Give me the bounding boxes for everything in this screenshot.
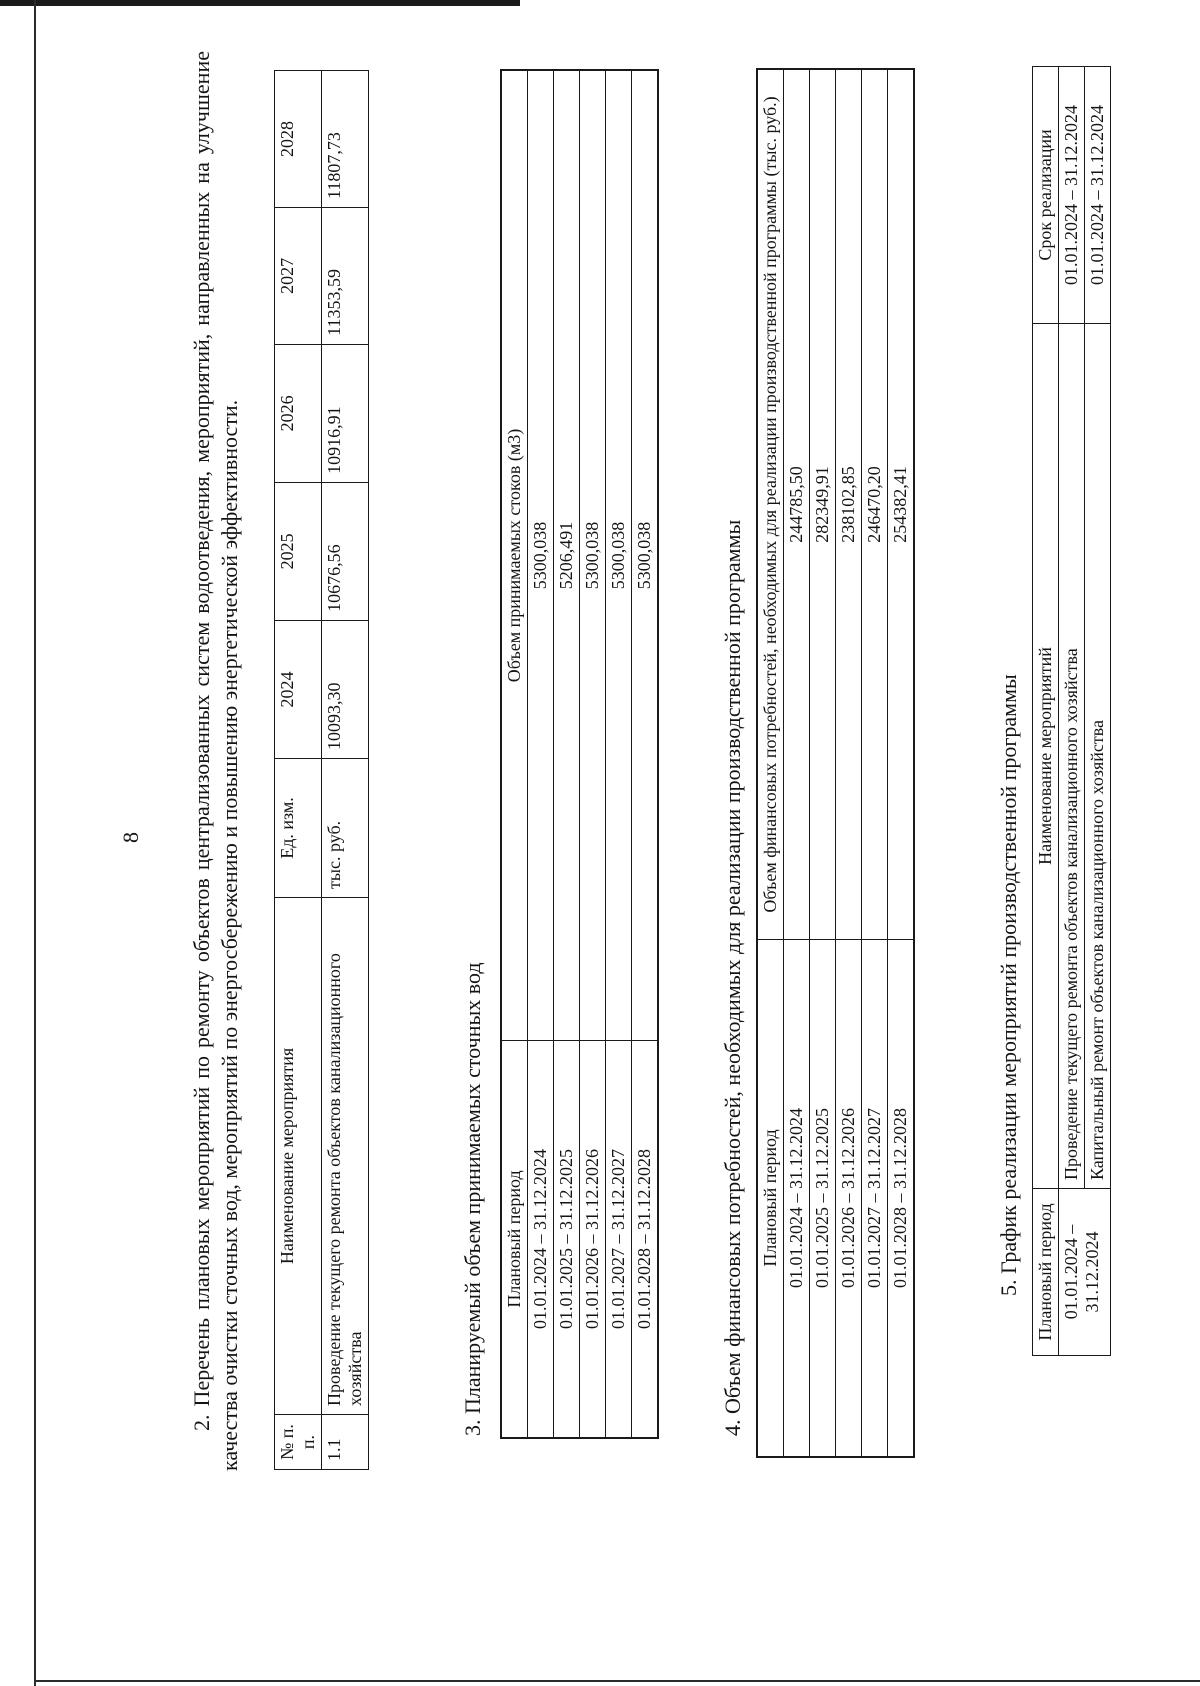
header-number: № п. п. — [275, 1415, 322, 1470]
header-deadline: Срок реализации — [1033, 67, 1059, 324]
cell-volume: 5300,038 — [632, 70, 659, 1041]
cell-financial-volume: 246470,20 — [862, 69, 888, 940]
header-2024: 2024 — [275, 620, 322, 758]
section-4-title: 4. Объем финансовых потребностей, необходимых для реализации производственной программы — [720, 519, 745, 1436]
table-row — [888, 69, 915, 1457]
cell-period: 01.01.2026 – 31.12.2026 — [836, 940, 862, 1458]
cell-period: 01.01.2024 – 31.12.2024 — [1059, 1189, 1111, 1356]
table-row — [606, 70, 632, 1438]
header-2025: 2025 — [275, 482, 322, 620]
cell-period: 01.01.2027 – 31.12.2027 — [606, 1041, 632, 1439]
table-header-row — [501, 70, 528, 1438]
cell-volume: 5206,491 — [554, 70, 580, 1041]
section-5-table — [1032, 66, 1111, 1356]
table-row — [632, 70, 659, 1438]
cell-2027: 11353,59 — [322, 207, 369, 344]
table-row — [810, 69, 836, 1457]
cell-unit: тыс. руб. — [322, 758, 369, 897]
cell-deadline: 01.01.2024 – 31.12.2024 — [1059, 67, 1085, 324]
header-period: Плановый период — [501, 1041, 528, 1439]
table-row — [784, 69, 810, 1457]
table-row — [1059, 67, 1085, 1356]
table-header-row — [275, 71, 322, 1470]
cell-period: 01.01.2024 – 31.12.2024 — [528, 1041, 554, 1439]
header-2027: 2027 — [275, 207, 322, 344]
table-row — [528, 70, 554, 1438]
cell-financial-volume: 244785,50 — [784, 69, 810, 940]
cell-2026: 10916,91 — [322, 344, 369, 482]
table-row — [862, 69, 888, 1457]
table-row — [322, 71, 369, 1470]
cell-volume: 5300,038 — [528, 70, 554, 1041]
header-volume: Объем принимаемых стоков (м3) — [501, 70, 528, 1041]
cell-measure-name: Проведение текущего ремонта объектов канализационного хозяйства — [1059, 324, 1085, 1189]
table-header-row — [1033, 67, 1059, 1356]
section-4-table — [756, 68, 915, 1458]
cell-period: 01.01.2027 – 31.12.2027 — [862, 940, 888, 1458]
header-financial-volume: Объем финансовых потребностей, необходимых для реализации производственной программы (тыс. руб.) — [757, 69, 784, 940]
cell-financial-volume: 254382,41 — [888, 69, 915, 940]
cell-2028: 11807,73 — [322, 71, 369, 208]
header-2028: 2028 — [275, 71, 322, 208]
cell-financial-volume: 282349,91 — [810, 69, 836, 940]
section-3-title: 3. Планируемый объем принимаемых сточных вод — [460, 962, 485, 1436]
cell-deadline: 01.01.2024 – 31.12.2024 — [1085, 67, 1111, 324]
header-period: Плановый период — [1033, 1189, 1059, 1356]
cell-period: 01.01.2024 – 31.12.2024 — [784, 940, 810, 1458]
cell-number: 1.1 — [322, 1415, 369, 1470]
cell-period: 01.01.2028 – 31.12.2028 — [632, 1041, 659, 1439]
cell-2024: 10093,30 — [322, 620, 369, 758]
cell-measure-name: Проведение текущего ремонта объектов канализационного хозяйства — [322, 898, 369, 1415]
rotated-document-page — [40, 0, 1140, 1686]
header-measure-name: Наименование мероприятия — [275, 898, 322, 1415]
header-2026: 2026 — [275, 344, 322, 482]
section-3-table — [500, 69, 659, 1439]
cell-period: 01.01.2025 – 31.12.2025 — [810, 940, 836, 1458]
header-unit: Ед. изм. — [275, 758, 322, 897]
scan-edge-left — [34, 0, 36, 1686]
cell-measure-name: Капитальный ремонт объектов канализационного хозяйства — [1085, 324, 1111, 1189]
header-measure-name: Наименование мероприятий — [1033, 324, 1059, 1189]
cell-financial-volume: 238102,85 — [836, 69, 862, 940]
header-period: Плановый период — [757, 940, 784, 1458]
section-5-title: 5. График реализации мероприятий производственной программы — [996, 674, 1021, 1296]
cell-volume: 5300,038 — [606, 70, 632, 1041]
table-row — [580, 70, 606, 1438]
cell-period: 01.01.2025 – 31.12.2025 — [554, 1041, 580, 1439]
table-row — [554, 70, 580, 1438]
page-number: 8 — [118, 832, 143, 843]
table-row — [836, 69, 862, 1457]
section-2-table — [274, 70, 369, 1470]
table-header-row — [757, 69, 784, 1457]
cell-period: 01.01.2028 – 31.12.2028 — [888, 940, 915, 1458]
section-2-intro: 2. Перечень плановых мероприятий по ремонту объектов централизованных систем водоотведения, мероприятий, направленных на улучшение качества очистки сточных вод, мероприятий по энергосбережению и повышению энергетической эффективности. — [189, 51, 242, 1471]
table-row — [1085, 67, 1111, 1356]
cell-2025: 10676,56 — [322, 482, 369, 620]
cell-volume: 5300,038 — [580, 70, 606, 1041]
cell-period: 01.01.2026 – 31.12.2026 — [580, 1041, 606, 1439]
